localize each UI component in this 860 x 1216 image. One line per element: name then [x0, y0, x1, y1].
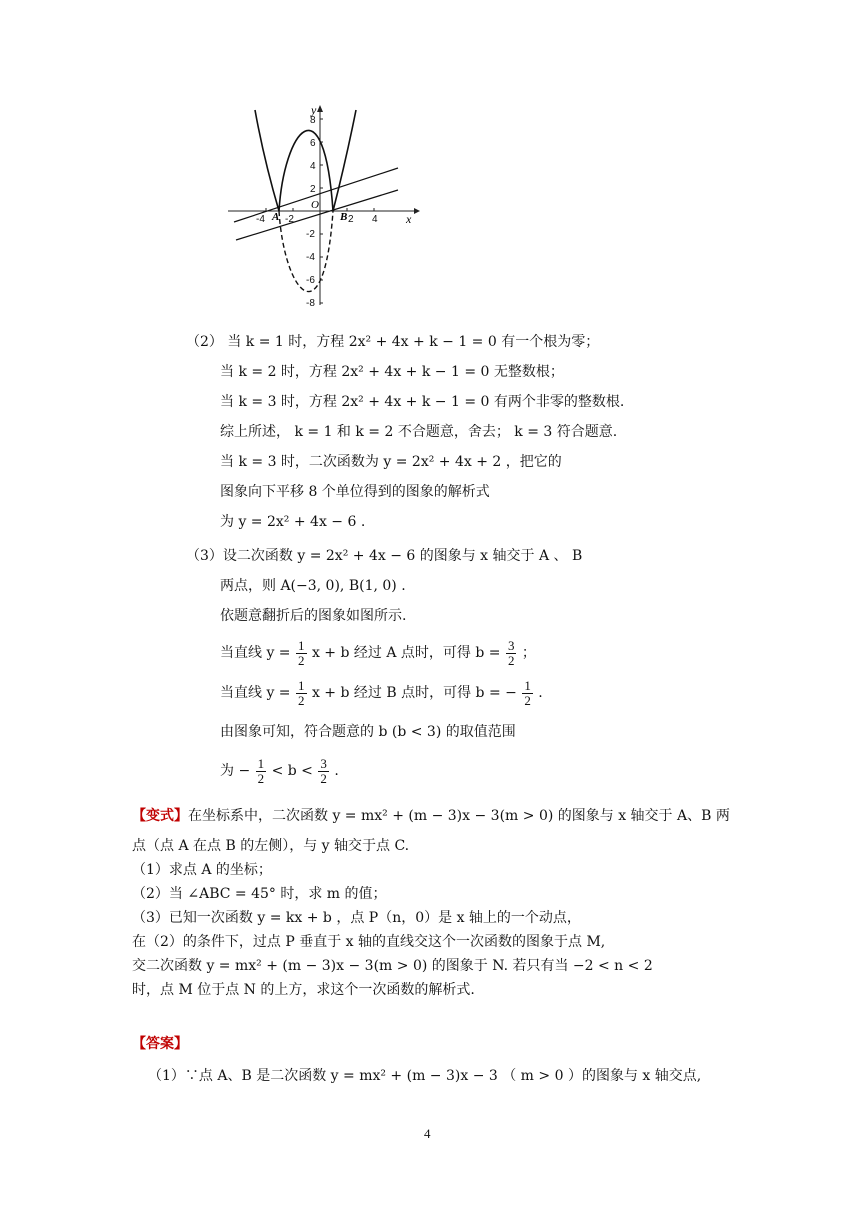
part3-line-3: 依题意翻折后的图象如图所示.: [220, 608, 407, 624]
fraction: $\frac{1}{2}$: [298, 637, 305, 668]
variant-q3c: 交二次函数 y = mx² + (m − 3)x − 3(m > 0) 的图象于 N. 若只有当 −2 < n < 2: [132, 958, 653, 974]
part2-line-3: 当 k = 3 时，方程 2x² + 4x + k − 1 = 0 有两个非零的整数根.: [220, 394, 625, 410]
part2-line-1: （2） 当 k = 1 时，方程 2x² + 4x + k − 1 = 0 有一个根为零；: [186, 334, 600, 350]
y-tick: 2: [310, 184, 316, 195]
parabola-figure: [224, 100, 424, 310]
part2-line-5: 当 k = 3 时，二次函数为 y = 2x² + 4x + 2 ，把它的: [220, 454, 562, 470]
part2-line-2: 当 k = 2 时，方程 2x² + 4x + k − 1 = 0 无整数根；: [220, 364, 564, 380]
part3-line-b: 当直线 y = $\frac{1}{2}$ x + b 经过 B 点时，可得 b = − $\frac{1}{2}$ .: [220, 677, 543, 708]
x-axis-label: x: [406, 212, 412, 226]
variant-tag: 【变式】: [132, 808, 188, 824]
variant-q3b: 在（2）的条件下，过点 P 垂直于 x 轴的直线交这个一次函数的图象于点 M,: [132, 934, 606, 950]
variant-line-2: 点（点 A 在点 B 的左侧），与 y 轴交于点 C.: [132, 838, 410, 854]
point-b-label: B: [340, 211, 348, 223]
y-tick: -6: [306, 275, 315, 286]
fraction: $\frac{1}{2}$: [257, 755, 265, 786]
variant-line-1: 【变式】在坐标系中，二次函数 y = mx² + (m − 3)x − 3(m > 0) 的图象与 x 轴交于 A、B 两: [132, 808, 730, 824]
x-tick: -2: [285, 214, 294, 225]
y-tick: 4: [310, 161, 316, 172]
page-number: 4: [424, 1126, 431, 1141]
fraction: $\frac{3}{2}$: [320, 755, 327, 786]
fraction: $\frac{1}{2}$: [298, 677, 305, 708]
part2-line-6: 图象向下平移 8 个单位得到的图象的解析式: [220, 484, 490, 500]
origin-label: O: [311, 199, 319, 211]
y-tick: -8: [306, 298, 315, 309]
part3-line-a: 当直线 y = $\frac{1}{2}$ x + b 经过 A 点时，可得 b = $\frac{3}{2}$ ；: [220, 637, 536, 668]
right-branch: [333, 110, 356, 211]
part3-line-6: 由图象可知，符合题意的 b (b < 3) 的取值范围: [220, 724, 516, 740]
y-tick: 6: [310, 138, 316, 149]
variant-q3d: 时，点 M 位于点 N 的上方，求这个一次函数的解析式.: [132, 982, 475, 998]
variant-q3: （3）已知一次函数 y = kx + b ，点 P（n，0）是 x 轴上的一个动点，: [132, 910, 581, 926]
part3-line-2: 两点，则 A(−3, 0), B(1, 0) .: [220, 578, 406, 594]
variant-q2: （2）当 ∠ABC = 45° 时，求 m 的值；: [132, 886, 387, 902]
left-branch: [255, 110, 279, 211]
x-tick: 2: [348, 214, 354, 225]
fraction: $\frac{3}{2}$: [507, 637, 515, 668]
x-tick: -4: [256, 214, 265, 225]
point-a-label: A: [272, 211, 280, 223]
y-tick: 8: [310, 115, 316, 126]
fraction: $\frac{1}{2}$: [524, 677, 531, 708]
variant-q1: （1）求点 A 的坐标；: [132, 862, 272, 878]
answer-line-1: （1）∵点 A、B 是二次函数 y = mx² + (m − 3)x − 3 （ m > 0 ）的图象与 x 轴交点,: [148, 1068, 702, 1084]
answer-tag: 【答案】: [132, 1036, 188, 1052]
part2-line-7: 为 y = 2x² + 4x − 6 .: [220, 514, 366, 530]
x-tick: 4: [372, 214, 378, 225]
part3-range: 为 − $\frac{1}{2}$ < b < $\frac{3}{2}$ .: [220, 755, 339, 786]
part3-line-1: （3）设二次函数 y = 2x² + 4x − 6 的图象与 x 轴交于 A 、 B: [186, 548, 583, 564]
y-axis-label: y: [311, 103, 317, 117]
y-tick: -4: [306, 252, 315, 263]
part2-line-4: 综上所述， k = 1 和 k = 2 不合题意，舍去； k = 3 符合题意.: [220, 424, 618, 440]
y-tick: -2: [306, 229, 315, 240]
